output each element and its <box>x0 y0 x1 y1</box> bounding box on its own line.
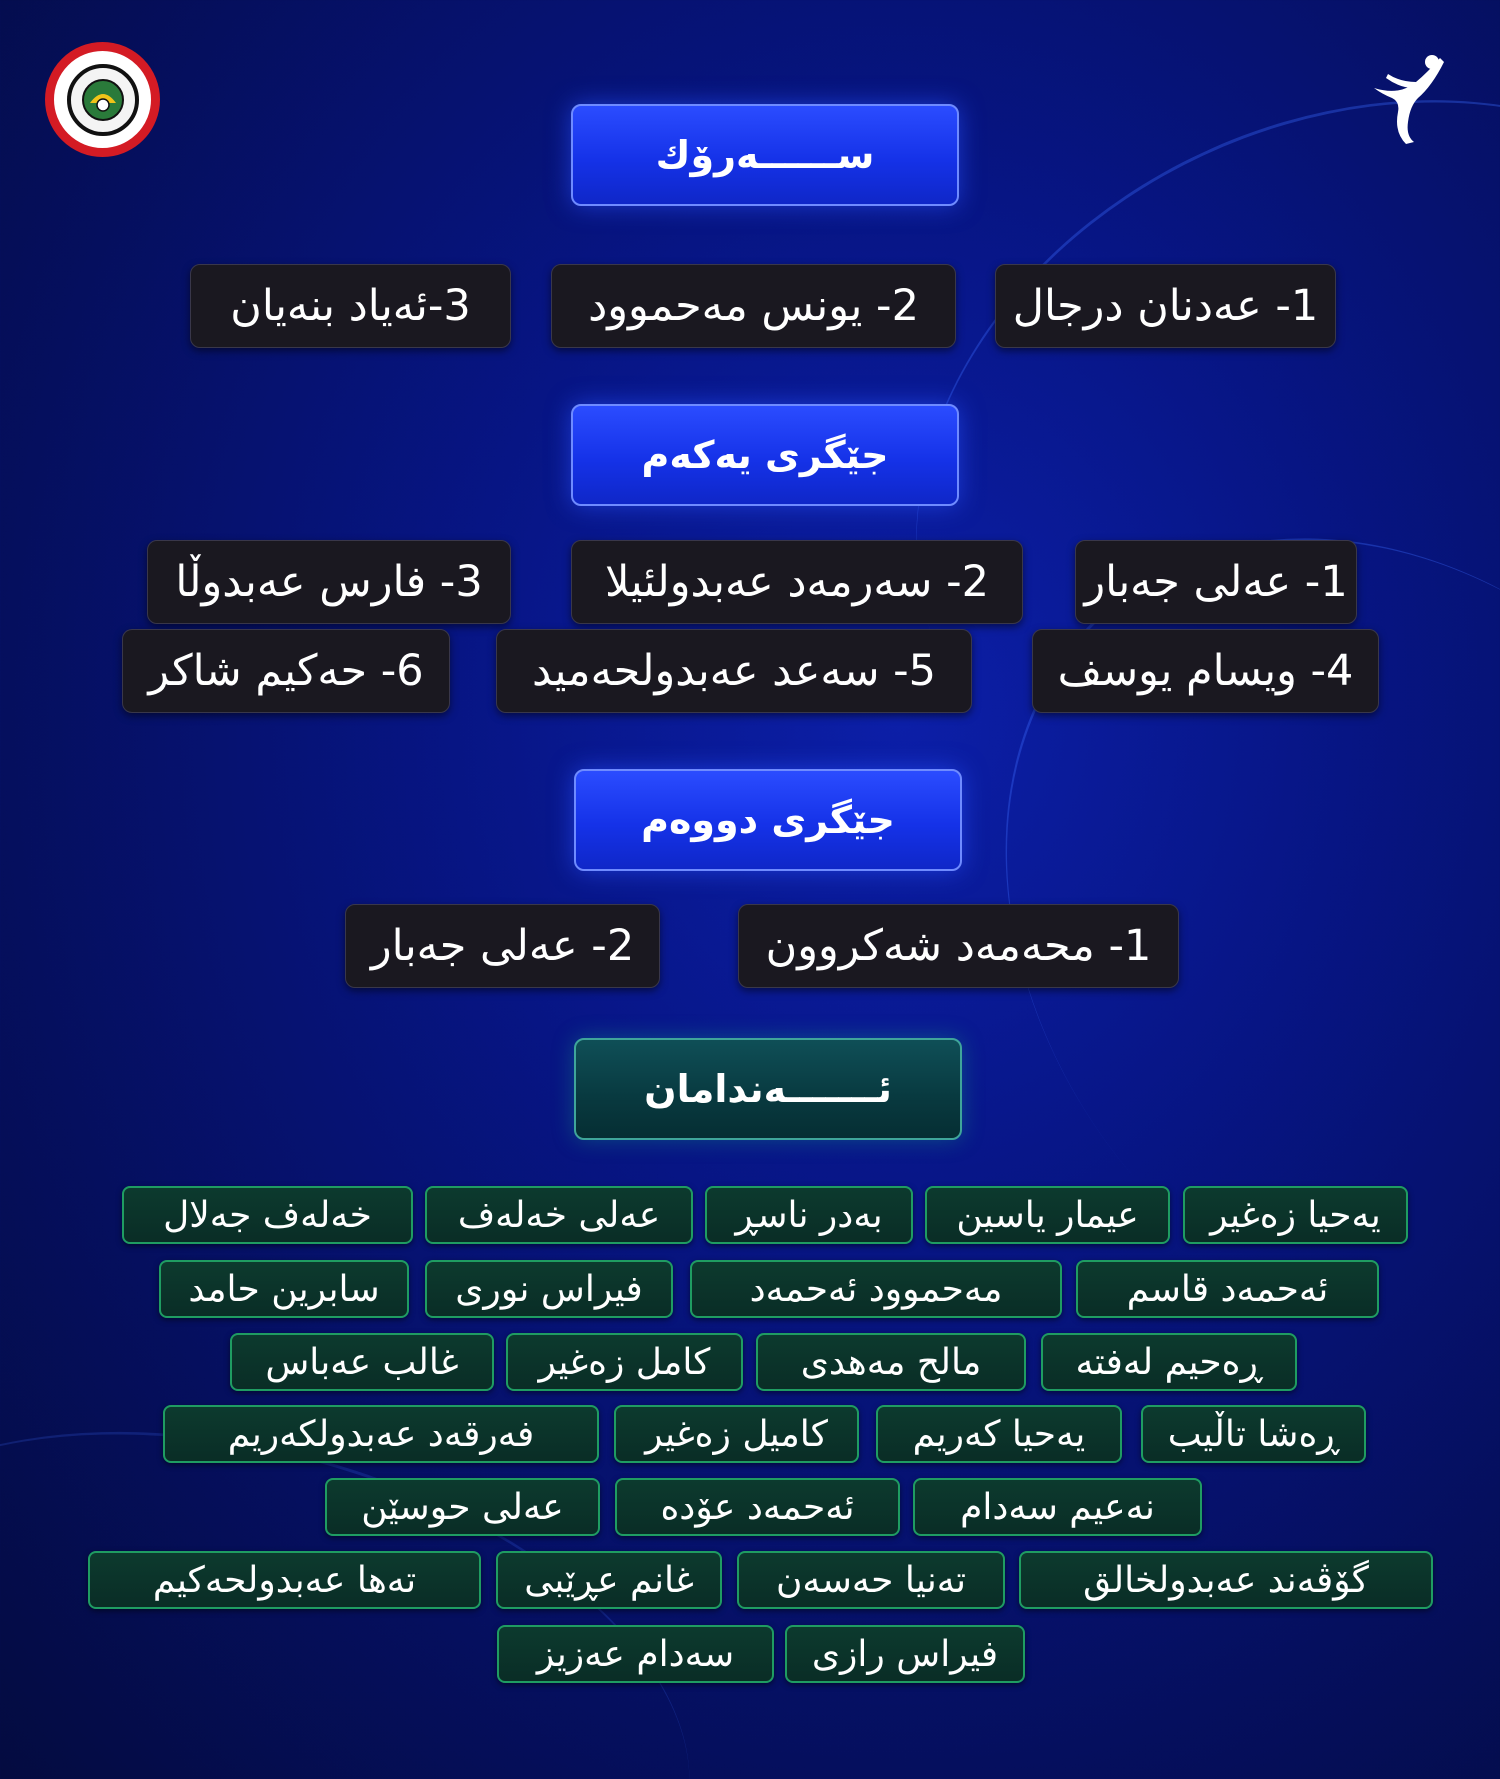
member-name: مالح مەهدی <box>756 1333 1026 1391</box>
member-name: کامل زەغیر <box>506 1333 743 1391</box>
member-name: نەعیم سەدام <box>913 1478 1202 1536</box>
member-name: یەحیا زەغیر <box>1183 1186 1408 1244</box>
first-deputy-name-2: 2- سەرمەد عەبدولئیلا <box>571 540 1023 624</box>
member-name: فەرقەد عەبدولکەریم <box>163 1405 599 1463</box>
section-header-members: ئـــــــەندامان <box>574 1038 962 1140</box>
member-name: سەدام عەزیز <box>497 1625 774 1683</box>
section-header-second-deputy: جێگری دووەم <box>574 769 962 871</box>
member-name: سابرین حامد <box>159 1260 409 1318</box>
logo-emblem <box>67 64 139 136</box>
logo-emblem-icon <box>80 77 126 123</box>
member-name: مەحموود ئەحمەد <box>690 1260 1062 1318</box>
president-name-1: 1- عەدنان درجال <box>995 264 1336 348</box>
member-name: ڕەحیم لەفتە <box>1041 1333 1297 1391</box>
member-name: بەدر ناسڕ <box>705 1186 913 1244</box>
member-name: خەلەف جەلال <box>122 1186 413 1244</box>
member-name: کامیل زەغیر <box>614 1405 859 1463</box>
member-name: ئەحمەد قاسم <box>1076 1260 1379 1318</box>
second-deputy-name-2: 2- عەلی جەبار <box>345 904 660 988</box>
section-header-first-deputy: جێگری یەکەم <box>571 404 959 506</box>
first-deputy-name-4: 4- ویسام یوسف <box>1032 629 1379 713</box>
member-name: فیراس نوری <box>425 1260 673 1318</box>
first-deputy-name-6: 6- حەکیم شاکر <box>122 629 450 713</box>
iraq-football-association-logo-icon <box>45 42 160 157</box>
member-name: غانم عڕێبی <box>496 1551 722 1609</box>
member-name: عەلی خەلەف <box>425 1186 693 1244</box>
president-name-3: 3-ئەیاد بنەیان <box>190 264 511 348</box>
first-deputy-name-1: 1- عەلی جەبار <box>1075 540 1357 624</box>
member-name: عەلی حوسێن <box>325 1478 600 1536</box>
member-name: یەحیا کەریم <box>876 1405 1122 1463</box>
stylized-athlete-icon <box>1370 52 1446 144</box>
second-deputy-name-1: 1- محەمەد شەکروون <box>738 904 1179 988</box>
first-deputy-name-3: 3- فارس عەبدوڵا <box>147 540 511 624</box>
member-name: تەنیا حەسەن <box>737 1551 1005 1609</box>
president-name-2: 2- یونس مەحموود <box>551 264 956 348</box>
member-name: گۆڤەند عەبدولخالق <box>1019 1551 1433 1609</box>
first-deputy-name-5: 5- سەعد عەبدولحەمید <box>496 629 972 713</box>
member-name: عیمار یاسین <box>925 1186 1170 1244</box>
member-name: تەها عەبدولحەکیم <box>88 1551 481 1609</box>
member-name: ڕەشا تاڵیب <box>1141 1405 1366 1463</box>
member-name: غالب عەباس <box>230 1333 494 1391</box>
member-name: فیراس رازی <box>785 1625 1025 1683</box>
section-header-president: ســــــەرۆك <box>571 104 959 206</box>
member-name: ئەحمەد عۆدە <box>615 1478 900 1536</box>
